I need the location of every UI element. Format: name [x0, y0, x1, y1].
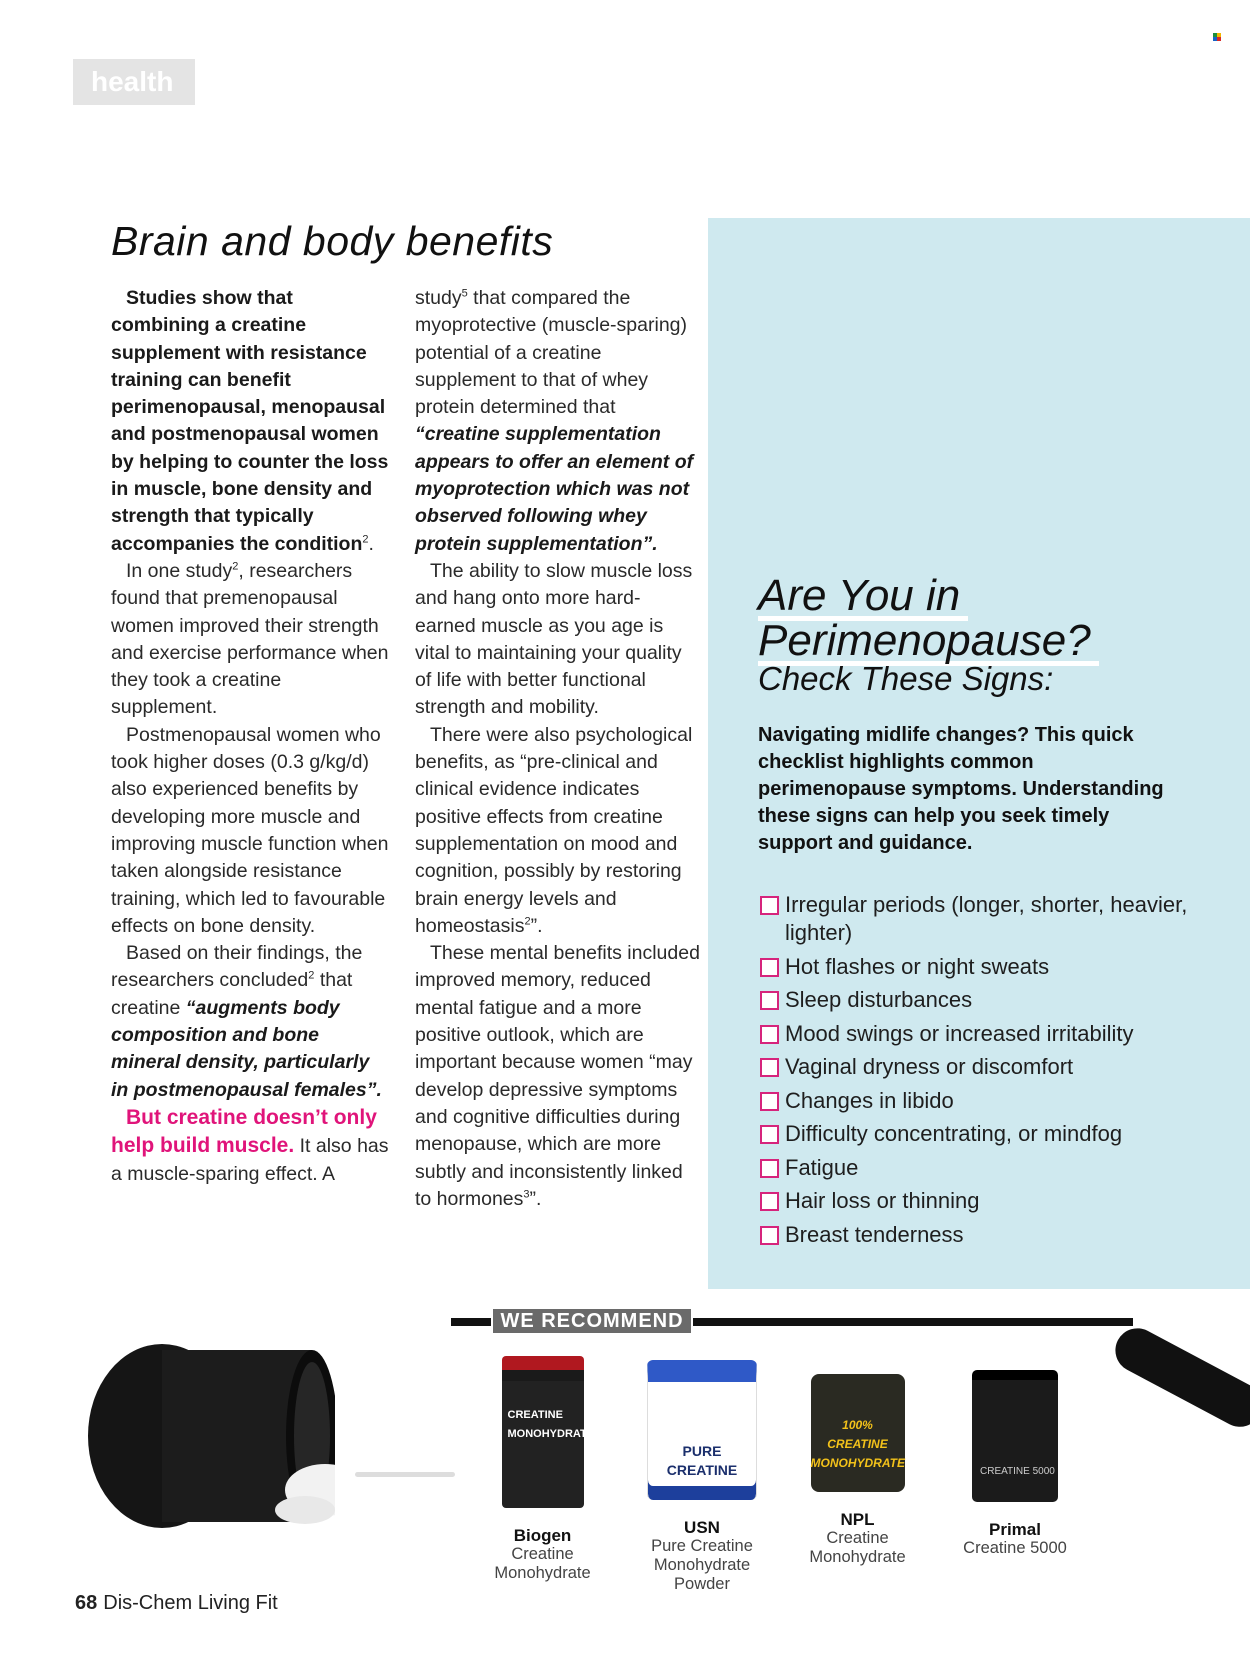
symptom-checklist [758, 891, 1238, 1254]
article-title: Brain and body benefits [111, 218, 554, 264]
product-card-npl[interactable]: 100% CREATINE MONOHYDRATE NPL Creatine Monohydrate [795, 1374, 920, 1567]
checklist-item[interactable]: Breast tenderness [758, 1221, 1238, 1249]
paragraph: Based on their findings, the researchers concluded$^2$ that creatine “augments body composition and bone mineral density, particularly in postmenopausal females”. [111, 942, 382, 1101]
product-card-usn[interactable]: PURE CREATINE USN Pure Creatine Monohydrate Powder [637, 1360, 767, 1594]
article-column-2 [415, 285, 700, 1213]
checklist-item[interactable]: Hot flashes or night sweats [758, 953, 1238, 981]
sidebar-intro: Navigating midlife changes? This quick checklist highlights common perimenopause symptoms. Understanding these signs can help you seek timely support and guidance. [758, 724, 1164, 854]
paragraph: Postmenopausal women who took higher doses (0.3 g/kg/d) also experienced benefits by developing more muscle and improving muscle function when taken alongside resistance training, which led to favourable effects on bone density. [111, 723, 389, 937]
checkbox-icon[interactable] [760, 1025, 779, 1044]
checkbox-icon[interactable] [760, 991, 779, 1010]
product-image: PURE CREATINE [647, 1360, 757, 1500]
checklist-item[interactable]: Vaginal dryness or discomfort [758, 1053, 1238, 1081]
checkbox-icon[interactable] [760, 1192, 779, 1211]
divider-bar [451, 1318, 491, 1326]
checklist-item[interactable]: Hair loss or thinning [758, 1187, 1238, 1215]
paragraph: These mental benefits included improved memory, reduced mental fatigue and a more positive outlook, which are important because women “may develop depressive symptoms and cognitive difficulties during menopause, which are more subtly and inconsistently linked to hormones$^3$”. [415, 942, 700, 1210]
paragraph: study$^5$ that compared the myoprotective (muscle-sparing) potential of a creatine supplement to that of whey protein determined that “creatine supplementation appears to offer an element of myoprotection which was not observed following whey protein supplementation”. [415, 287, 694, 555]
checklist-item[interactable]: Changes in libido [758, 1087, 1238, 1115]
product-image: CREATINE MONOHYDRATE [502, 1356, 584, 1508]
scoop-handle [355, 1472, 455, 1477]
divider-bar [693, 1318, 1133, 1326]
highlight-text: But creatine doesn’t only help build muscle. [111, 1105, 377, 1158]
checklist-item[interactable]: Sleep disturbances [758, 986, 1238, 1014]
product-card-biogen[interactable]: CREATINE MONOHYDRATE Biogen Creatine Monohydrate [480, 1356, 605, 1583]
checkbox-icon[interactable] [760, 1058, 779, 1077]
recommend-label: WE RECOMMEND [493, 1309, 691, 1333]
checkbox-icon[interactable] [760, 1092, 779, 1111]
product-image: 100% CREATINE MONOHYDRATE [811, 1374, 905, 1492]
checkbox-icon[interactable] [760, 1159, 779, 1178]
sidebar-subtitle: Check These Signs: [758, 660, 1054, 697]
corner-logo-mark [1213, 33, 1221, 41]
checkbox-icon[interactable] [760, 1125, 779, 1144]
page-footer [75, 1592, 278, 1615]
paragraph: There were also psychological benefits, as “pre-clinical and clinical evidence indicates positive effects from creatine supplementation on mood and cognition, possibly by restoring brain energy levels and homeostasis$^2$”. [415, 723, 693, 937]
product-image: CREATINE 5000 [972, 1370, 1058, 1502]
checkbox-icon[interactable] [760, 958, 779, 977]
checklist-item[interactable]: Irregular periods (longer, shorter, heavier, lighter) [758, 891, 1238, 947]
publication-name: Dis-Chem Living Fit [103, 1592, 278, 1614]
page-number: 68 [75, 1592, 98, 1614]
checklist-item[interactable]: Fatigue [758, 1154, 1238, 1182]
paragraph: But creatine doesn’t only help build muscle. It also has a muscle-sparing effect. A [111, 1105, 389, 1185]
checkbox-icon[interactable] [760, 1226, 779, 1245]
product-card-primal[interactable]: CREATINE 5000 Primal Creatine 5000 [950, 1370, 1080, 1558]
sidebar-title: Are You in Perimenopause? [758, 576, 1099, 666]
checklist-item[interactable]: Mood swings or increased irritability [758, 1020, 1238, 1048]
checklist-item[interactable]: Difficulty concentrating, or mindfog [758, 1120, 1238, 1148]
section-tag: health [73, 59, 195, 105]
article-column-1 [111, 285, 391, 1188]
paragraph: In one study$^2$, researchers found that premenopausal women improved their strength and exercise performance when they took a creatine supplement. [111, 559, 389, 719]
paragraph: The ability to slow muscle loss and hang onto more hard-earned muscle as you age is vital to maintaining your quality of life with better functional strength and mobility. [415, 559, 693, 719]
scoop-handle-icon [1108, 1321, 1250, 1435]
lead-paragraph: Studies show that combining a creatine supplement with resistance training can benefit perimenopausal, menopausal and postmenopausal women by helping to counter the loss in muscle, bone density and strength that typically accompanies the condition$^2$. [111, 287, 389, 555]
creatine-jar-illustration [80, 1340, 335, 1532]
checkbox-icon[interactable] [760, 896, 779, 915]
